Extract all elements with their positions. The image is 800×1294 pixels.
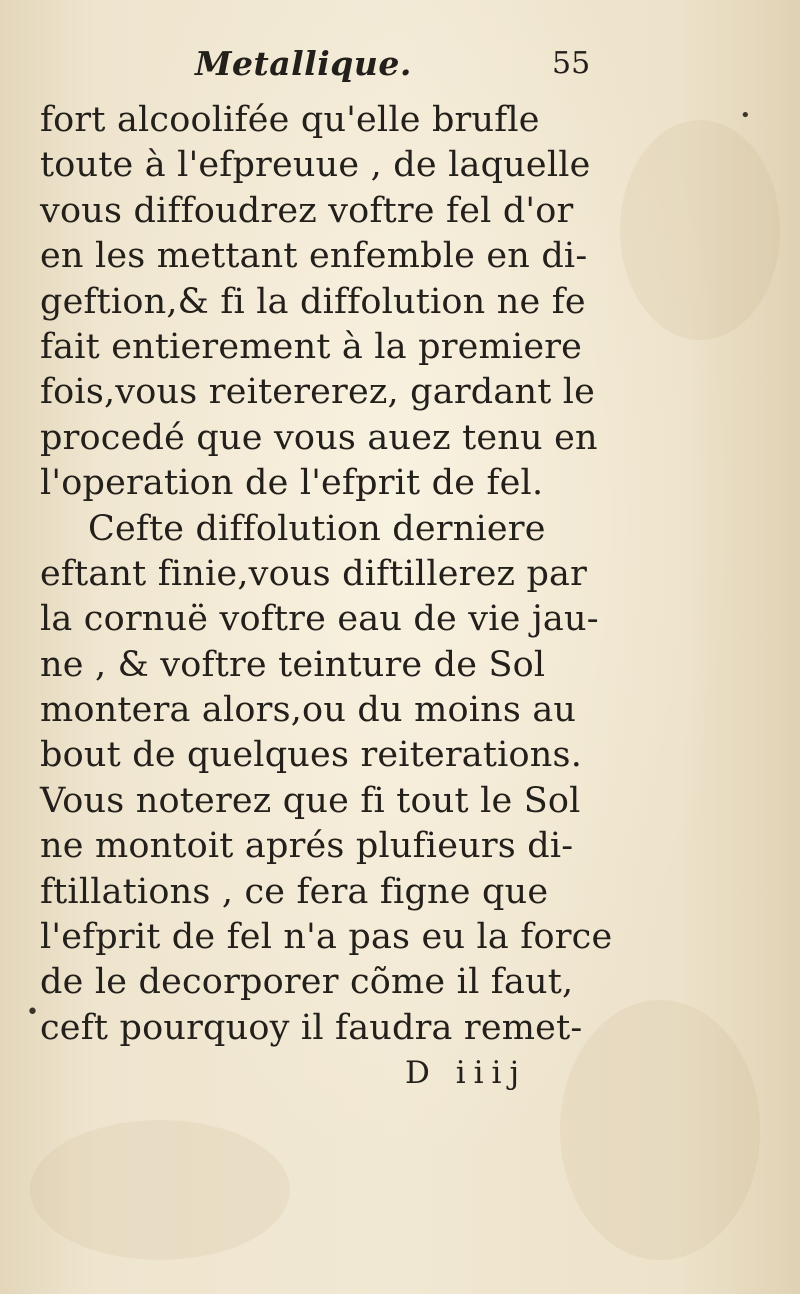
- text-line: procedé que vous auez tenu en: [40, 417, 598, 458]
- text-line: la cornuë voftre eau de vie jau-: [40, 599, 599, 640]
- paragraph-start-line: Cefte diffolution derniere: [88, 508, 546, 549]
- text-line: Vous noterez que fi tout le Sol: [40, 780, 581, 821]
- paper-stain: [30, 1120, 290, 1260]
- text-line: l'operation de l'efprit de fel.: [40, 463, 544, 504]
- text-line: ne montoit aprés plufieurs di-: [40, 826, 574, 867]
- page-number: 55: [552, 46, 591, 81]
- body-text: [40, 98, 613, 1051]
- page-header: [40, 38, 600, 98]
- margin-dot: •: [26, 1000, 39, 1025]
- text-line: fort alcoolifée qu'elle brufle: [40, 100, 540, 140]
- text-line: ftillations , ce fera figne que: [40, 871, 549, 912]
- paper-stain: [620, 120, 780, 340]
- text-line: ne , & voftre teinture de Sol: [40, 644, 546, 685]
- text-line: montera alors,ou du moins au: [40, 690, 577, 731]
- running-title: Metallique.: [195, 44, 412, 83]
- text-line: ceft pourquoy il faudra remet-: [40, 1007, 583, 1048]
- text-line: toute à l'efpreuue , de laquelle: [40, 145, 591, 186]
- text-line: geftion,& fi la diffolution ne fe: [40, 281, 586, 322]
- text-line: vous diffoudrez voftre fel d'or: [40, 190, 574, 231]
- signature-mark: D iiij: [405, 1055, 528, 1091]
- text-line: en les mettant enfemble en di-: [40, 236, 588, 277]
- text-line: bout de quelques reiterations.: [40, 735, 583, 776]
- text-line: eftant finie,vous diftillerez par: [40, 553, 588, 594]
- text-line: fois,vous reitererez, gardant le: [40, 372, 596, 413]
- text-line: fait entierement à la premiere: [40, 326, 583, 367]
- text-line: l'efprit de fel n'a pas eu la force: [40, 917, 613, 958]
- margin-dot: •: [740, 105, 751, 126]
- text-line: de le decorporer cõme il faut,: [40, 962, 574, 1003]
